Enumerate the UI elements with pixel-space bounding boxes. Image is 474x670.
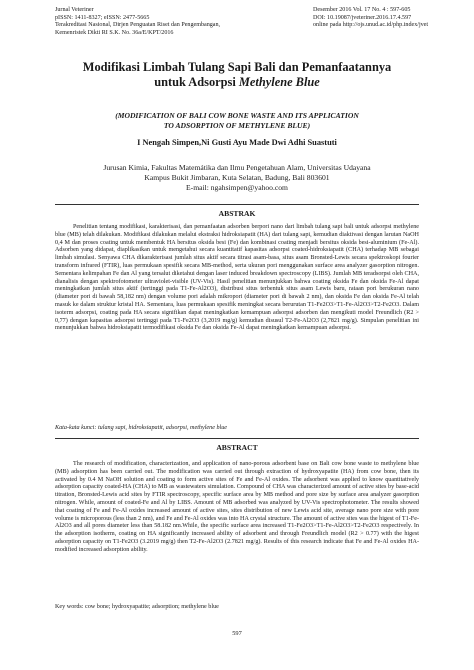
abstrak-heading: ABSTRAK — [218, 209, 256, 218]
abstrak-body — [55, 224, 419, 333]
abstract-keywords: Key words: cow bone; hydroxyapatite; adsorption; methylene blue — [55, 604, 219, 610]
title-line-1: Modifikasi Limbah Tulang Sapi Bali dan Pemanfaatannya — [82, 60, 392, 74]
english-title-line-1: (MODIFICATION OF BALI COW BONE WASTE AND ITS APPLICATION — [115, 111, 359, 120]
article-title — [40, 60, 434, 90]
divider-middle — [55, 438, 419, 439]
abstract-paragraph: The research of modification, characterization, and application of nano-porous adsorbent base on Bali cow bone waste to methylene blue (MB) adsorption has been carried out. The modification was carried out through extraction of hydroxyapatite (HA) from cow bone, then its activated by 0.4 M NaOH solution and coating to form active sites of Fe and Fe-Al oxides. The adsorbent was applied to know quantitatively adsorption capacity coated-HA (CHA) to MB as wastewaters simulation. Compound of CHA was characterized amount of active sites by base-acid titration, Bronsted-Lewis acid sites by FTIR spectroscopy, specific surface area by MB method and pore size by surface area analyzer gasorption nitrogen. While, amount of coated-Fe and Al by LIBS. Amount of MB adsorbed was analyzed by UV-Vis spectrophotometer. The results showed that coating of Fe and Fe-Al oxides increased amount of active sites, sites distribution of new Lewis acid site, average nano pore size with pore volume is microporous (less than 2 nm), and Fe and Fe-Al oxides was into HA crystal structure. The amount of active sites was the higest of T1-Fe-Al2O3 and all pores diameter less than 58.182 nm.While, the specific surface area increased T1-Fe2O3>T1-Fe-Al2O3>T2-Fe2O3 respectively. In the adsorption isotherm, coating on HA significantly increased ability of adsorbent and through Freundlich model (R2 > 0.77) with the higest adsorption capacity on T1-Fe2O3 (3.2019 mg/g) then T2-Fe-Al2O3 (2.7821 mg/g). Results of this research indicate that Fe and Fe-Al oxides HA-modified increased adsorption ability. — [55, 461, 419, 553]
journal-header-right — [303, 7, 463, 30]
title-line-2 — [40, 75, 434, 90]
title-line-2-italic: Methylene Blue — [238, 75, 320, 89]
divider-top — [55, 204, 419, 205]
journal-name: Jurnal Veteriner — [55, 7, 94, 13]
abstract-heading: ABSTRACT — [216, 443, 258, 452]
author-list: I Nengah Simpen,Ni Gusti Ayu Made Dwi Adhi Suastuti — [137, 138, 337, 147]
doi-line: DOI: 10.19087/jveteriner.2016.17.4.597 — [313, 14, 412, 21]
affiliation-email: E-mail: ngahsimpen@yahoo.com — [186, 183, 288, 192]
accreditation-line-1: Terakreditasi Nasional, Dirjen Penguatan Riset dan Pengembangan, — [55, 22, 221, 29]
title-line-2-plain: untuk Adsorpsi — [154, 75, 239, 89]
online-line: online pada http://ojs.unud.ac.id/php.index/jvet — [313, 22, 429, 29]
page-number: 597 — [232, 630, 242, 637]
journal-header-left — [55, 7, 255, 37]
abstrak-keywords: Kata-kata kunci: tulang sapi, hidroksiapatit, adsorpsi, methylene blue — [55, 425, 228, 431]
issn-line: pISSN: 1411-8327; eISSN: 2477-5665 — [55, 14, 150, 21]
accreditation-line-2: Kemenristek Dikti RI S.K. No. 36a/E/KPT/2016 — [55, 29, 174, 36]
abstract-body — [55, 461, 419, 555]
affiliation-line-1: Jurusan Kimia, Fakultas Matemátika dan Ilmu Pengetahuan Alam, Universitas Udayana — [103, 163, 371, 172]
english-title-line-2: TO ADSORPTION OF METHYLENE BLUE) — [163, 120, 311, 130]
affiliation-line-2: Kampus Bukit Jimbaran, Kuta Selatan, Badung, Bali 803601 — [144, 173, 330, 182]
english-title — [55, 111, 419, 130]
affiliation — [60, 163, 414, 193]
issue-line: Desember 2016 Vol. 17 No. 4 : 597-605 — [313, 7, 411, 13]
abstrak-paragraph: Penelitian tentang modifikasi, karakterisasi, dan pemanfaatan adsorben berpori nano dari limbah tulang sapi bali untuk adsorpsi methylene blue (MB) telah dilakukan. Modifikasi dilakukan melalui ekstraksi hidroksiapatit (HA) dari tulang sapi, kemudian diaktivasi dengan larutan NaOH 0,4 M dan proses coating untuk membentuk HA bersitus oksida besi (Fe) dan kombinasi coating menjadi bersitus oksida besi-aluminium (Fe-Al). Adsorben yang didapat, diaplikasikan untuk mengetahui secara kuantitatif kapasitas adsorpsi coated-hidroksiapatit (CHA) terhadap MB sebagai limbah simulasi. Senyawa CHA dikarakterisasi jumlah situs aktif secara titrasi asam-basa, situs asam Bronsted-Lewis secara spektroskopi fourier transform infrared (FTIR), luas permukaan spesifik secara MB-method, serta ukuran pori menggunakan surface area analyzer gasorption nitrogen. Sementara kelimpahan Fe dan Al yang tersalut diketahui dengan laser induced breakdown spectroscopy (LIBS). Jumlah MB teradsorpsi oleh CHA, dianalisis dengan spektrofotometer ultraviolet-visible (UV-Vis). Hasil penelitian menunjukkan bahwa coating oksida Fe dan oksida Fe-Al dapat meningkatkan jumlah situs aktif (tertinggi pada T1-Fe-Al2O3), distribusi situs terbentuk situs asam Lewis baru, rataan pori berukuran nano (diameter pori di bawah 58,182 nm) dengan volume pori adalah mikropori (diameter pori di bawah 2 nm), dan oksida Fe dan oksida Fe-Al telah masuk ke dalam struktur kristal HA. Sementara, luas permukaan spesifik meningkat secara berurutan T1-Fe2O3>T1-Fe-Al2O3>T2-Fe2O3. Dalam isoterm adsorpsi, coating pada HA secara signifikan dapat meningkatkan kemampuan adsorpsi adsorben dan mengikuti model Freundlich (R2 > 0,77) dengan kapasitas adsorpsi tertinggi pada T1-Fe2O3 (3,2019 mg/g) kemudian disusul T2-Fe-Al2O3 (2,7821 mg/g). Simpulan penelitian ini menunjukkan bahwa hidroksiapatit termodifikasi oksida Fe dan oksida Fe-Al dapat meningkatkan kemampuan adsorpsi. — [55, 224, 419, 332]
